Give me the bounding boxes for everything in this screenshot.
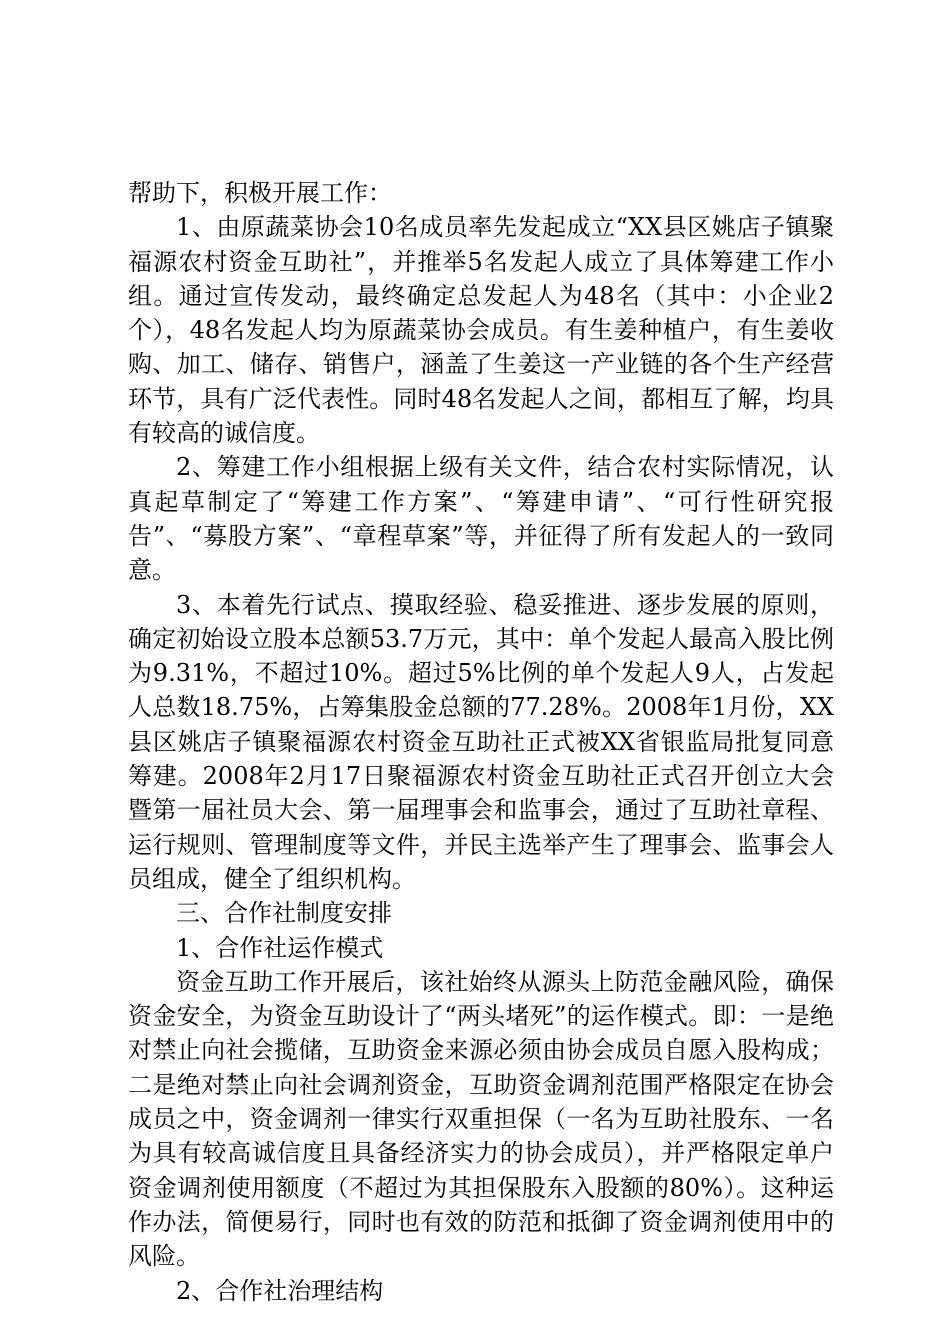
paragraph-item-1: 1、由原蔬菜协会10名成员率先发起成立“XX县区姚店子镇聚福源农村资金互助社”，并推举5名发起人成立了具体筹建工作小组。通过宣传发动，最终确定总发起人为48名（其中：小企业2个），48名发起人均为原蔬菜协会成员。有生姜种植户，有生姜收购、加工、储存、销售户，涵盖了生姜这一产业链的各个生产经营环节，具有广泛代表性。同时48名发起人之间，都相互了解，均具有较高的诚信度。 [128,213,834,448]
subsection-heading-2: 2、合作社治理结构 [176,1276,384,1305]
document-body [128,176,834,1308]
section-heading-3: 三、合作社制度安排 [176,899,392,928]
paragraph-item-3: 3、本着先行试点、摸取经验、稳妥推进、逐步发展的原则，确定初始设立股本总额53.7万元，其中：单个发起人最高入股比例为9.31%，不超过10%。超过5%比例的单个发起人9人，占发起人总数18.75%，占筹集股金总额的77.28%。2008年1月份，XX县区姚店子镇聚福源农村资金互助社正式被XX省银监局批复同意筹建。2008年2月17日聚福源农村资金互助社正式召开创立大会暨第一届社员大会、第一届理事会和监事会，通过了互助社章程、运行规则、管理制度等文件，并民主选举产生了理事会、监事会人员组成，健全了组织机构。 [128,590,834,893]
subsection-heading-1: 1、合作社运作模式 [176,933,384,962]
paragraph-item-2: 2、筹建工作小组根据上级有关文件，结合农村实际情况，认真起草制定了“筹建工作方案”、“筹建申请”、“可行性研究报告”、“募股方案”、“章程草案”等，并征得了所有发起人的一致同意。 [128,453,834,585]
paragraph-intro: 帮助下，积极开展工作： [128,179,392,207]
paragraph-operation-mode: 资金互助工作开展后，该社始终从源头上防范金融风险，确保资金安全，为资金互助设计了“两头堵死”的运作模式。即：一是绝对禁止向社会揽储，互助资金来源必须由协会成员自愿入股构成；二是绝对禁止向社会调剂资金，互助资金调剂范围严格限定在协会成员之中，资金调剂一律实行双重担保（一名为互助社股东、一名为具有较高诚信度且具备经济实力的协会成员），并严格限定单户资金调剂使用额度（不超过为其担保股东入股额的80%）。这种运作办法，简便易行，同时也有效的防范和抵御了资金调剂使用中的风险。 [128,967,834,1271]
